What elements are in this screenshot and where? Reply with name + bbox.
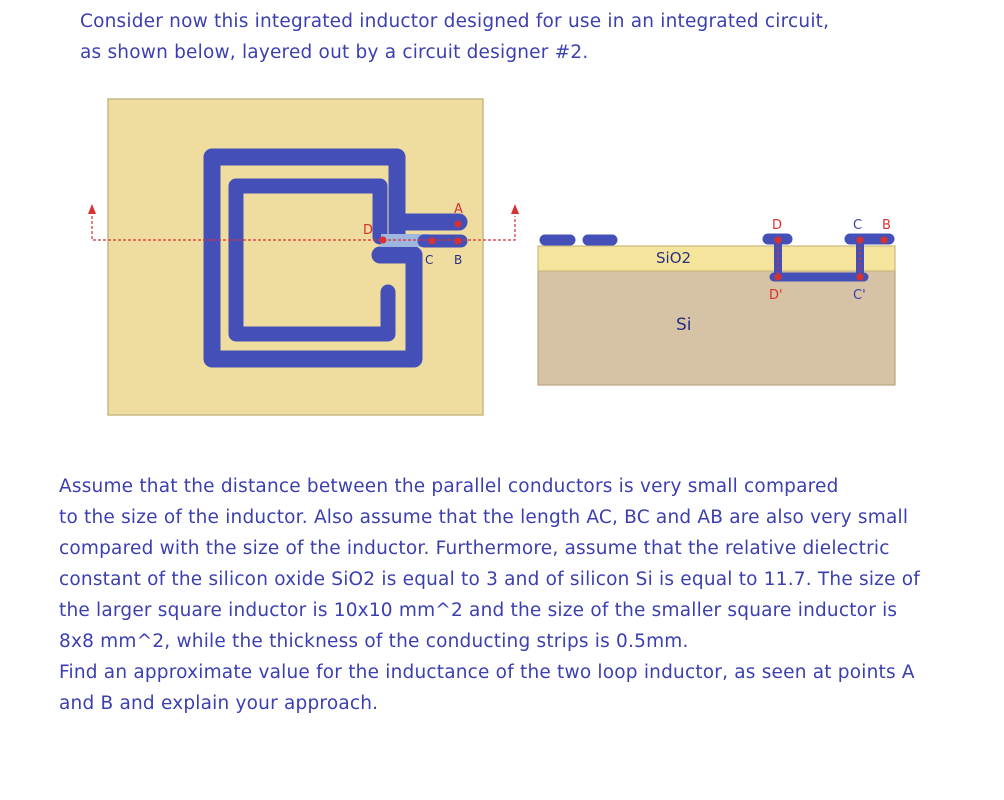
label-c: C <box>425 253 434 267</box>
label-si: Si <box>676 315 692 335</box>
marker-d-top <box>775 237 782 244</box>
marker-c-bottom <box>857 274 864 281</box>
label-d-prime: D' <box>769 288 783 303</box>
marker-a <box>455 221 462 228</box>
marker-c-top <box>857 237 864 244</box>
intro-line: as shown below, layered out by a circuit designer #2. <box>80 42 589 63</box>
oxide-layer <box>538 246 895 271</box>
label-d: D <box>363 223 374 238</box>
intro-line: Consider now this integrated inductor designed for use in an integrated circuit, <box>80 11 830 32</box>
cross-section <box>538 218 895 385</box>
marker-d-bottom <box>775 274 782 281</box>
marker-b-top <box>881 237 888 244</box>
marker-b <box>455 238 462 245</box>
question-line: compared with the size of the inductor. Furthermore, assume that the relative dielectric <box>59 538 890 559</box>
label-d-top: D <box>772 218 783 233</box>
label-sio2: SiO2 <box>656 249 692 267</box>
question-text <box>59 471 920 719</box>
label-a: A <box>454 202 463 217</box>
arrow-left-icon <box>88 204 96 214</box>
label-c-prime: C' <box>853 288 866 303</box>
question-line: constant of the silicon oxide SiO2 is equal to 3 and of silicon Si is equal to 11.7. The size of <box>59 569 920 590</box>
label-c-top: C <box>853 218 863 233</box>
arrow-right-icon <box>511 204 519 214</box>
question-line: Find an approximate value for the inductance of the two loop inductor, as seen at points A <box>59 662 915 683</box>
question-line: to the size of the inductor. Also assume that the length AC, BC and AB are also very small <box>59 507 909 528</box>
silicon-layer <box>538 270 895 385</box>
question-line: 8x8 mm^2, while the thickness of the conducting strips is 0.5mm. <box>59 631 689 652</box>
top-view <box>88 99 519 415</box>
question-line: and B and explain your approach. <box>59 693 379 714</box>
question-line: the larger square inductor is 10x10 mm^2 and the size of the smaller square inductor is <box>59 600 898 621</box>
marker-c <box>429 238 436 245</box>
label-b: B <box>454 253 463 267</box>
question-line: Assume that the distance between the parallel conductors is very small compared <box>59 476 839 497</box>
label-b-top: B <box>882 218 891 233</box>
